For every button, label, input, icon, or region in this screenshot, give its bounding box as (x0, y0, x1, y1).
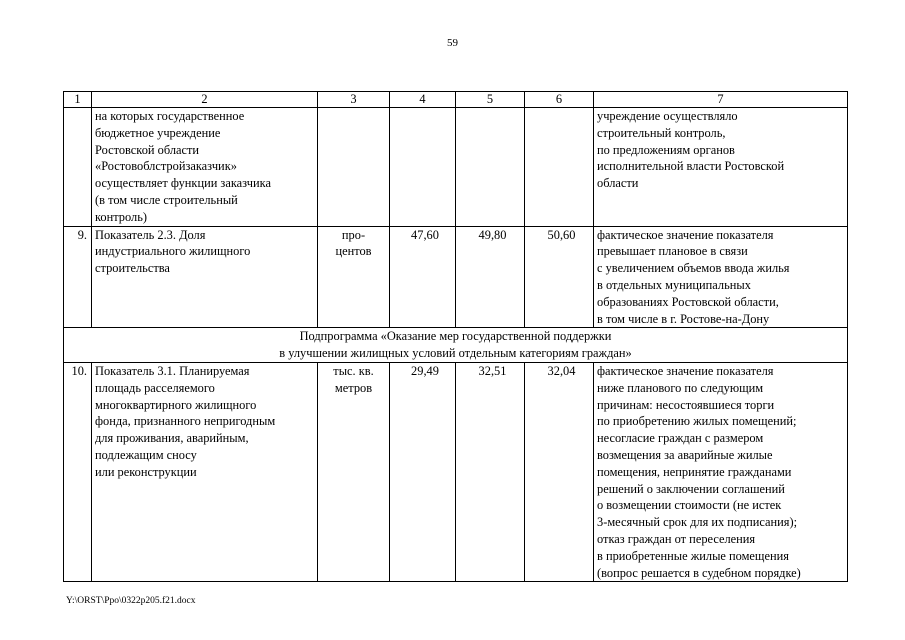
value-col-4: 47,60 (390, 226, 456, 328)
indicators-table (63, 91, 848, 582)
value-col-4: 29,49 (390, 362, 456, 581)
indicator-name: Показатель 2.3. Доля индустриального жилищного строительства (92, 226, 318, 328)
table-row-10 (64, 362, 848, 581)
value-col-5 (456, 108, 525, 227)
col-header-2: 2 (92, 92, 318, 108)
col-header-6: 6 (525, 92, 594, 108)
value-col-6 (525, 108, 594, 227)
subprogram-row (64, 328, 848, 363)
unit: тыс. кв. метров (318, 362, 390, 581)
row-number: 9. (64, 226, 92, 328)
table-row-continuation (64, 108, 848, 227)
unit: про- центов (318, 226, 390, 328)
comment: учреждение осуществляло строительный контроль, по предложениям органов исполнительной власти Ростовской области (594, 108, 848, 227)
value-col-6: 32,04 (525, 362, 594, 581)
row-number: 10. (64, 362, 92, 581)
value-col-4 (390, 108, 456, 227)
unit (318, 108, 390, 227)
comment: фактическое значение показателя превышает плановое в связи с увеличением объемов ввода жилья в отдельных муниципальных образованиях Ростовской области, в том числе в г. Ростове-на-Дону (594, 226, 848, 328)
page-number: 59 (447, 37, 458, 49)
col-header-5: 5 (456, 92, 525, 108)
value-col-5: 32,51 (456, 362, 525, 581)
subprogram-title: Подпрограмма «Оказание мер государственной поддержки в улучшении жилищных условий отдельным категориям граждан» (64, 328, 848, 363)
comment: фактическое значение показателя ниже планового по следующим причинам: несостоявшиеся торги по приобретению жилых помещений; несогласие граждан с размером возмещения за аварийные жилые помещения, непринятие гражданами решений о заключении соглашений о возмещении стоимости (не истек 3-месячный срок для их подписания); отказ граждан от переселения в приобретенные жилые помещения (вопрос решается в судебном порядке) (594, 362, 848, 581)
col-header-7: 7 (594, 92, 848, 108)
col-header-4: 4 (390, 92, 456, 108)
value-col-5: 49,80 (456, 226, 525, 328)
table-row-9 (64, 226, 848, 328)
table-header-row (64, 92, 848, 108)
col-header-1: 1 (64, 92, 92, 108)
indicator-name: на которых государственное бюджетное учреждение Ростовской области «Ростовоблстройзаказчик» осуществляет функции заказчика (в том числе строительный контроль) (92, 108, 318, 227)
col-header-3: 3 (318, 92, 390, 108)
row-number (64, 108, 92, 227)
indicator-name: Показатель 3.1. Планируемая площадь расселяемого многоквартирного жилищного фонда, признанного непригодным для проживания, аварийным, подлежащим сносу или реконструкции (92, 362, 318, 581)
file-path-footer: Y:\ORST\Ppo\0322p205.f21.docx (66, 596, 196, 606)
value-col-6: 50,60 (525, 226, 594, 328)
